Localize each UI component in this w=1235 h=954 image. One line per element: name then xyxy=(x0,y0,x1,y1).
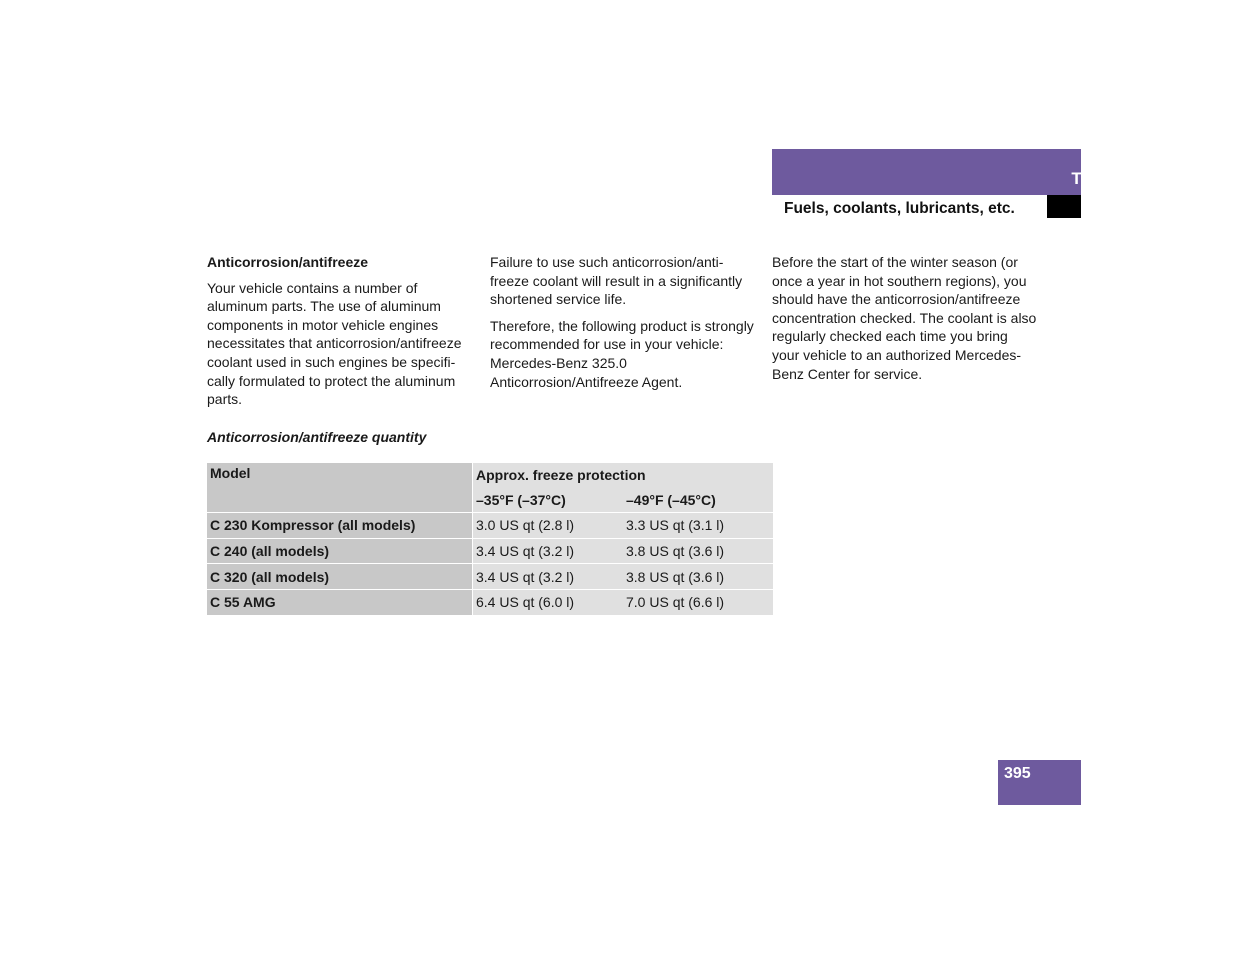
text-column-3 xyxy=(772,253,1038,391)
table-row xyxy=(207,538,773,564)
table-row xyxy=(207,564,773,590)
cell-value: 7.0 US qt (6.6 l) xyxy=(623,589,773,615)
cell-value: 3.0 US qt (2.8 l) xyxy=(473,513,624,539)
cell-value: 3.4 US qt (3.2 l) xyxy=(473,564,624,590)
table-header-row xyxy=(207,463,773,488)
header-temp-1: –35°F (–37°C) xyxy=(473,488,624,513)
header-temp-2: –49°F (–45°C) xyxy=(623,488,773,513)
cell-value: 3.4 US qt (3.2 l) xyxy=(473,538,624,564)
cell-model: C 240 (all models) xyxy=(207,538,473,564)
cell-value: 3.8 US qt (3.6 l) xyxy=(623,564,773,590)
section-heading: Anticorrosion/antifreeze xyxy=(207,254,369,270)
header-marker xyxy=(1047,195,1081,218)
cell-value: 6.4 US qt (6.0 l) xyxy=(473,589,624,615)
paragraph: Your vehicle contains a number of aluminum parts. The use of aluminum components in motor vehicle engines necessitates that anticorrosion/antifreeze coolant used in such engines be specifi-cally formulated to protect the aluminum parts. xyxy=(207,279,462,408)
paragraph: Failure to use such anticorrosion/anti-freeze coolant will result in a significantly shortened service life. xyxy=(490,254,743,308)
cell-value: 3.8 US qt (3.6 l) xyxy=(623,538,773,564)
paragraph: Therefore, the following product is strongly recommended for use in your vehicle: Mercedes-Benz 325.0 Anticorrosion/Antifreeze Agent. xyxy=(490,317,754,390)
table-row xyxy=(207,589,773,615)
antifreeze-quantity-table xyxy=(207,463,773,616)
cell-model: C 55 AMG xyxy=(207,589,473,615)
cell-value: 3.3 US qt (3.1 l) xyxy=(623,513,773,539)
header-freeze-protection: Approx. freeze protection xyxy=(473,463,774,488)
table-title: Anticorrosion/antifreeze quantity xyxy=(207,429,427,445)
text-column-2 xyxy=(490,253,756,399)
cell-model: C 320 (all models) xyxy=(207,564,473,590)
header-model: Model xyxy=(207,463,473,513)
cell-model: C 230 Kompressor (all models) xyxy=(207,513,473,539)
header-bar xyxy=(772,149,1081,195)
table-row xyxy=(207,513,773,539)
section-title: Technical data xyxy=(1071,169,1191,188)
paragraph: Before the start of the winter season (or once a year in hot southern regions), you should have the anticorrosion/antifreeze concentration checked. The coolant is also regularly checked each time you bring your vehicle to an authorized Mercedes-Benz Center for service. xyxy=(772,254,1037,382)
page-number: 395 xyxy=(1004,765,1031,782)
text-column-1 xyxy=(207,253,473,417)
subsection-title: Fuels, coolants, lubricants, etc. xyxy=(784,200,1015,217)
